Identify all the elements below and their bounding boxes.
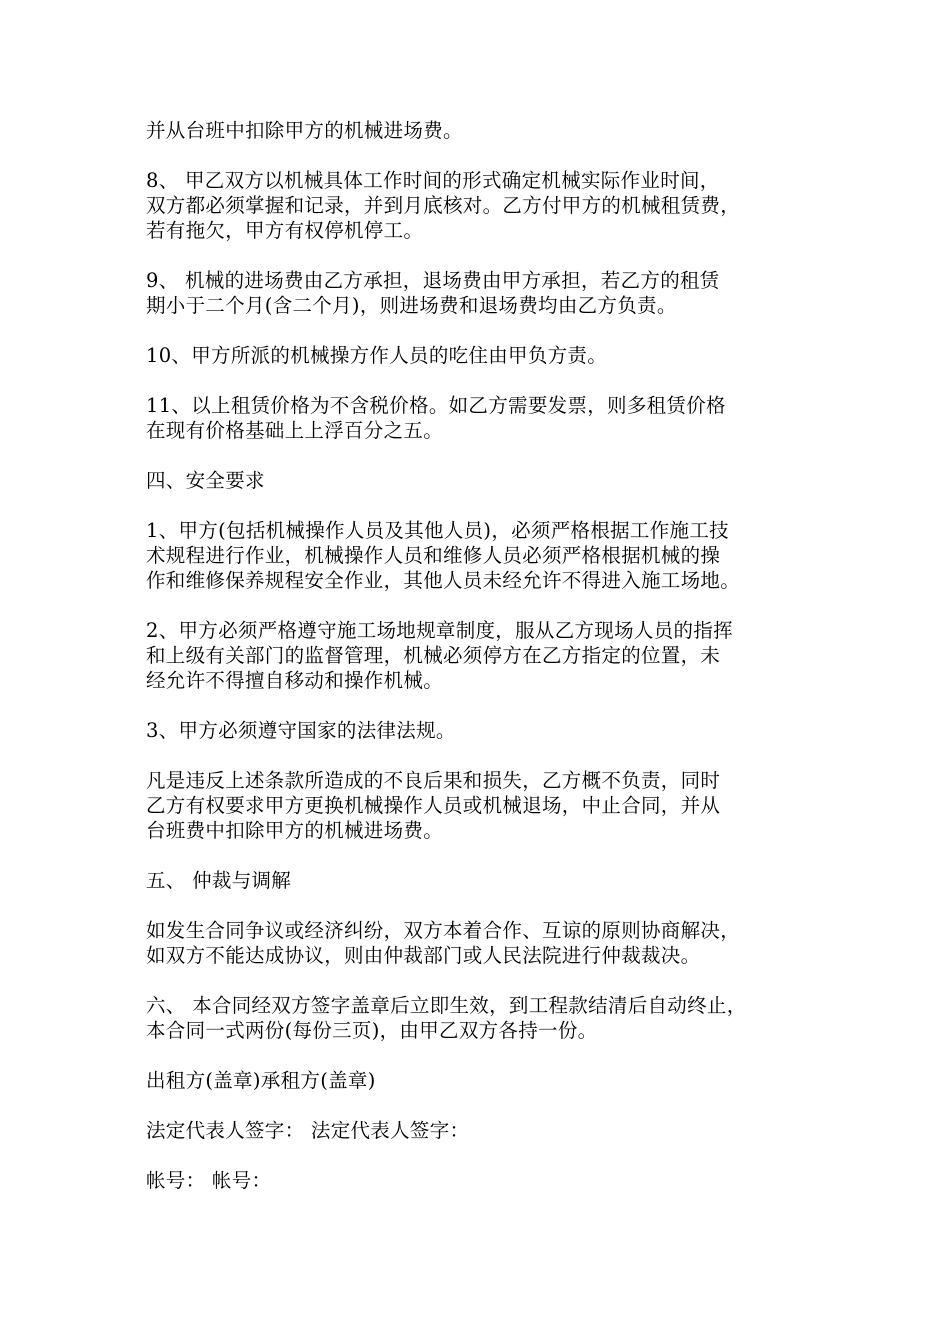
section-heading-arbitration: 五、 仲裁与调解 <box>146 869 292 892</box>
clause-10: 10、甲方所派的机械操方作人员的吃住由甲负方责。 <box>146 344 608 367</box>
paragraph-deduct-fee: 并从台班中扣除甲方的机械进场费。 <box>146 119 463 142</box>
safety-item-2: 2、甲方必须严格遵守施工场地规章制度，服从乙方现场人员的指挥 和上级有关部门的监督管理，机械必须停方在乙方指定的位置，未 经允许不得擅自移动和操作机械。 <box>146 619 733 692</box>
violation-paragraph: 凡是违反上述条款所造成的不良后果和损失，乙方概不负责，同时 乙方有权要求甲方更换机械操作人员或机械退场，中止合同，并从 台班费中扣除甲方的机械进场费。 <box>146 769 721 842</box>
clause-9: 9、 机械的进场费由乙方承担，退场费由甲方承担，若乙方的租赁 期小于二个月(含二个月)，则进场费和退场费均由乙方负责。 <box>146 269 720 317</box>
signature-parties: 出租方(盖章)承租方(盖章) <box>146 1069 376 1092</box>
clause-11: 11、以上租赁价格为不含税价格。如乙方需要发票，则多租赁价格 在现有价格基础上上浮百分之五。 <box>146 394 726 442</box>
safety-item-3: 3、甲方必须遵守国家的法律法规。 <box>146 719 456 742</box>
document-page <box>146 118 836 1218</box>
arbitration-paragraph: 如发生合同争议或经济纠纷，双方本着合作、互谅的原则协商解决， 如双方不能达成协议，则由仲裁部门或人民法院进行仲裁裁决。 <box>146 919 741 967</box>
signature-accounts: 帐号： 帐号： <box>146 1169 272 1192</box>
section-effective: 六、 本合同经双方签字盖章后立即生效，到工程款结清后自动终止， 本合同一式两份(每份三页)，由甲乙双方各持一份。 <box>146 994 747 1042</box>
clause-8: 8、 甲乙双方以机械具体工作时间的形式确定机械实际作业时间， 双方都必须掌握和记录，并到月底核对。乙方付甲方的机械租赁费， 若有拖欠，甲方有权停机停工。 <box>146 169 741 242</box>
section-heading-safety: 四、安全要求 <box>146 469 265 492</box>
safety-item-1: 1、甲方(包括机械操作人员及其他人员)，必须严格根据工作施工技 术规程进行作业，机械操作人员和维修人员必须严格根据机械的操 作和维修保养规程安全作业，其他人员未经允许不得进入施工场地。 <box>146 519 741 592</box>
signature-representatives: 法定代表人签字： 法定代表人签字： <box>146 1119 470 1142</box>
